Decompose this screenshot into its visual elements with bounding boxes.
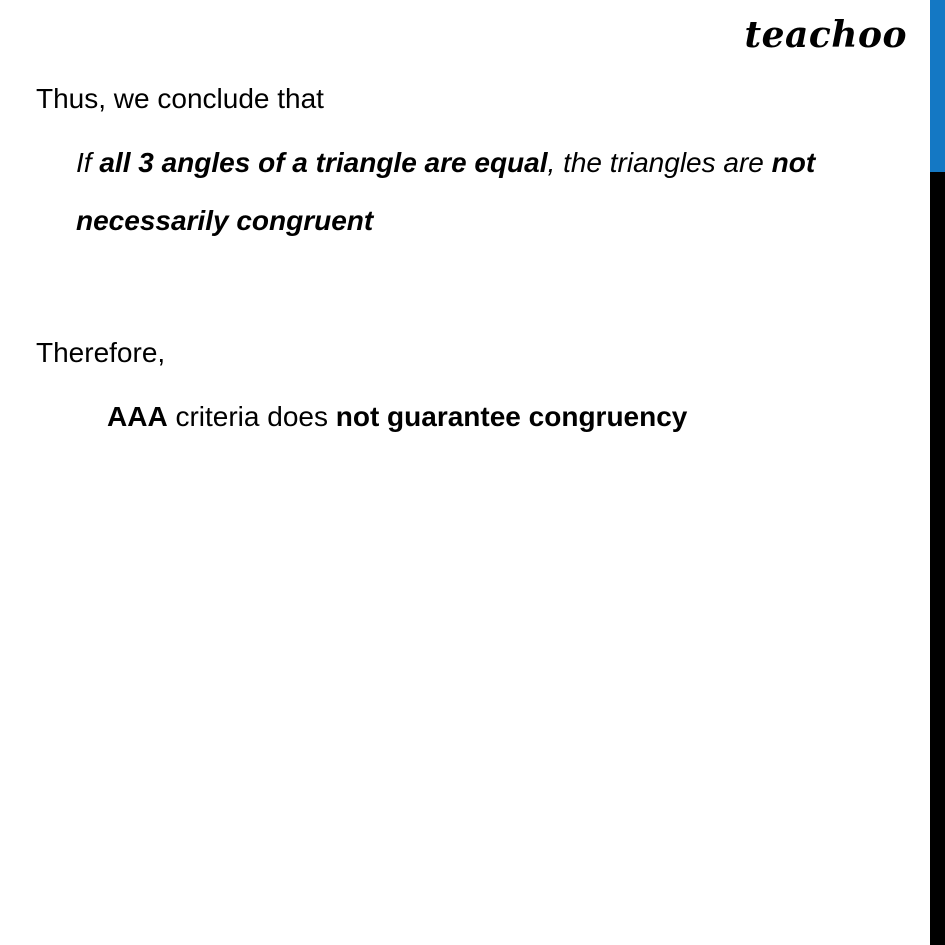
statement-angles-equal: all 3 angles of a triangle are equal: [99, 147, 548, 178]
intro-text: Thus, we conclude that: [36, 83, 324, 114]
conclusion-line: [107, 400, 687, 434]
sidebar-accent-bar: [930, 0, 945, 172]
conclusion-not-guarantee: not guarantee congruency: [335, 401, 688, 432]
statement-triangles-are: , the triangles are: [547, 147, 772, 178]
conclusion-criteria-does: criteria does: [167, 401, 336, 432]
conclusion-aaa: AAA: [107, 401, 168, 432]
sidebar-dark-bar: [930, 172, 945, 945]
statement-not: not: [771, 147, 816, 178]
therefore-text: Therefore,: [36, 337, 166, 368]
statement-line-1: [76, 146, 815, 180]
statement-if: If: [76, 147, 100, 178]
teachoo-logo: teachoo: [744, 14, 907, 56]
statement-line-2: necessarily congruent: [76, 205, 374, 236]
